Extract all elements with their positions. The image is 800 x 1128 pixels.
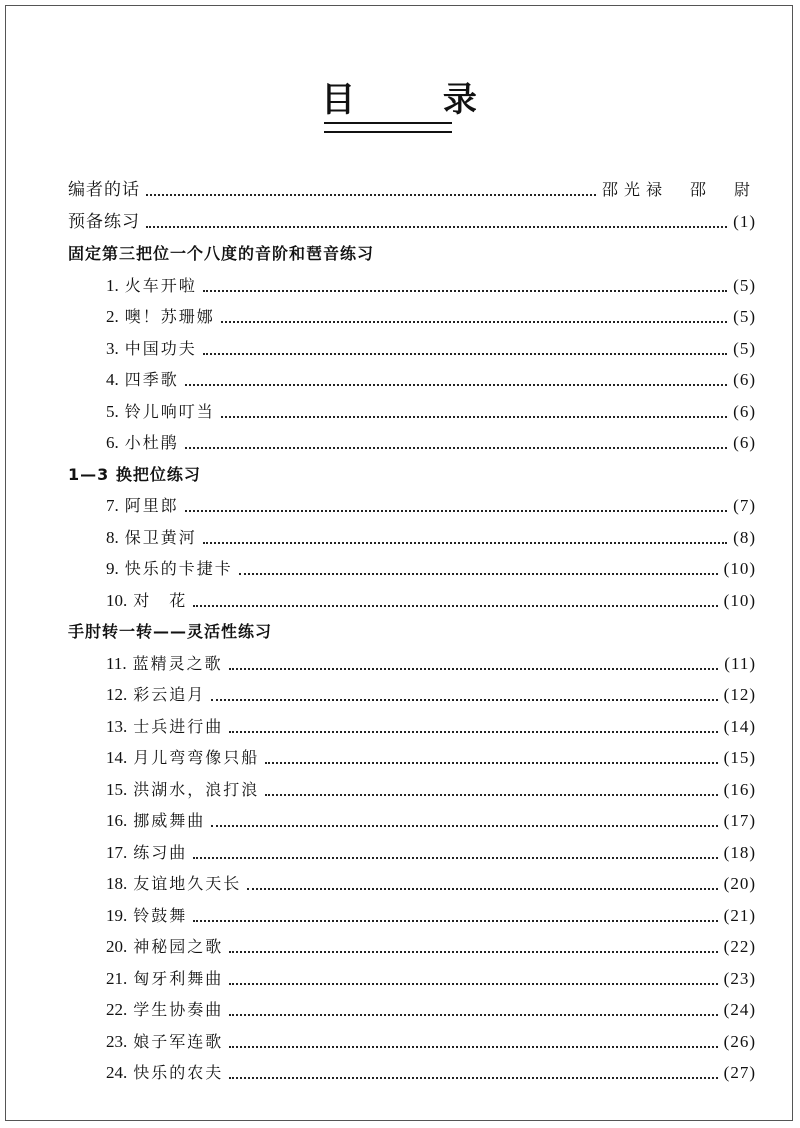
entry-number: 7. xyxy=(106,496,119,515)
entry-title: 月儿弯弯像只船 xyxy=(133,748,260,767)
entry-page-number: (21) xyxy=(723,905,756,925)
toc-row-preface[interactable] xyxy=(68,178,756,202)
page-title: 目 录 xyxy=(321,80,515,120)
toc-entry[interactable] xyxy=(106,652,756,676)
dot-leader xyxy=(221,320,727,323)
section-heading[interactable]: 1—3 换把位练习 xyxy=(68,464,201,484)
entry-title: 匈牙利舞曲 xyxy=(133,968,224,988)
entry-number: 15. xyxy=(106,779,128,799)
entry-page-number: (27) xyxy=(723,1063,756,1082)
dot-leader xyxy=(265,761,717,764)
entry-title: 铃儿响叮当 xyxy=(124,401,215,421)
entry-page-number: (12) xyxy=(723,685,756,704)
entry-title: 士兵进行曲 xyxy=(133,716,224,736)
entry-title: 挪威舞曲 xyxy=(133,811,206,830)
entry-page-number: (6) xyxy=(733,433,756,452)
dot-leader xyxy=(203,352,727,355)
entry-page-number: (14) xyxy=(723,716,756,736)
dot-leader xyxy=(229,982,717,985)
toc-entry[interactable] xyxy=(106,1030,756,1054)
entry-page-number: (24) xyxy=(723,1000,756,1019)
dot-leader xyxy=(185,446,727,449)
entry-number: 4. xyxy=(106,370,119,389)
toc-entry[interactable] xyxy=(106,841,756,865)
dot-leader xyxy=(229,950,717,953)
toc-entry[interactable] xyxy=(106,746,756,770)
entry-number: 1. xyxy=(106,275,119,295)
dot-leader xyxy=(193,856,717,859)
dot-leader xyxy=(211,824,717,827)
toc-author: 邵光禄 邵 尉 xyxy=(601,180,756,199)
dot-leader xyxy=(211,698,717,701)
entry-page-number: (17) xyxy=(723,811,756,830)
toc-entry[interactable] xyxy=(106,368,756,392)
dot-leader xyxy=(146,225,727,228)
entry-number: 12. xyxy=(106,685,128,704)
entry-title: 小杜鹃 xyxy=(124,433,179,452)
entry-title: 噢！苏珊娜 xyxy=(124,307,215,326)
entry-title: 保卫黄河 xyxy=(124,527,197,547)
entry-title: 洪湖水，浪打浪 xyxy=(133,779,260,799)
entry-page-number: (7) xyxy=(733,496,756,515)
dot-leader xyxy=(229,1045,717,1048)
entry-number: 6. xyxy=(106,433,119,452)
entry-title: 四季歌 xyxy=(124,370,179,389)
toc-entry[interactable] xyxy=(106,872,756,896)
toc-entry[interactable] xyxy=(106,274,756,298)
dot-leader xyxy=(229,1013,717,1016)
entry-number: 17. xyxy=(106,842,128,862)
section-heading[interactable]: 手肘转一转——灵活性练习 xyxy=(68,622,273,641)
entry-number: 8. xyxy=(106,527,119,547)
dot-leader xyxy=(193,919,717,922)
dot-leader xyxy=(193,604,717,607)
entry-title: 彩云追月 xyxy=(133,685,206,704)
toc-entry[interactable] xyxy=(106,337,756,361)
toc-entry[interactable] xyxy=(106,967,756,991)
entry-page-number: (15) xyxy=(723,748,756,767)
entry-number: 2. xyxy=(106,307,119,326)
entry-number: 19. xyxy=(106,905,128,925)
entry-page-number: (5) xyxy=(733,275,756,295)
toc-entry[interactable] xyxy=(106,494,756,518)
toc-entry[interactable] xyxy=(106,526,756,550)
entry-page-number: (18) xyxy=(723,842,756,862)
toc-entry[interactable] xyxy=(106,305,756,329)
entry-number: 14. xyxy=(106,748,128,767)
toc-title: 预备练习 xyxy=(68,212,140,232)
dot-leader xyxy=(185,509,727,512)
entry-number: 13. xyxy=(106,716,128,736)
dot-leader xyxy=(239,572,718,575)
entry-number: 23. xyxy=(106,1031,128,1051)
entry-title: 快乐的农夫 xyxy=(133,1063,224,1082)
dot-leader xyxy=(146,193,596,196)
entry-number: 3. xyxy=(106,338,119,358)
toc-entry[interactable] xyxy=(106,998,756,1022)
entry-number: 16. xyxy=(106,811,128,830)
dot-leader xyxy=(247,887,717,890)
toc-entry[interactable] xyxy=(106,557,756,581)
dot-leader xyxy=(265,793,717,796)
section-heading[interactable]: 固定第三把位一个八度的音阶和琶音练习 xyxy=(68,244,375,263)
entry-title: 对 花 xyxy=(133,590,188,610)
entry-title: 阿里郎 xyxy=(124,496,179,515)
entry-number: 9. xyxy=(106,559,119,578)
entry-title: 友谊地久天长 xyxy=(133,874,242,893)
dot-leader xyxy=(229,730,717,733)
entry-page-number: (22) xyxy=(723,937,756,956)
entry-page-number: (10) xyxy=(723,559,756,578)
dot-leader xyxy=(221,415,727,418)
dot-leader xyxy=(229,1076,717,1079)
entry-title: 蓝精灵之歌 xyxy=(132,653,223,673)
entry-title: 火车开啦 xyxy=(124,275,197,295)
entry-page-number: (6) xyxy=(733,401,756,421)
entry-number: 24. xyxy=(106,1063,128,1082)
toc-entry[interactable] xyxy=(106,935,756,959)
entry-number: 18. xyxy=(106,874,128,893)
dot-leader xyxy=(229,667,719,670)
entry-page-number: (10) xyxy=(723,590,756,610)
toc-entry[interactable] xyxy=(106,683,756,707)
dot-leader xyxy=(203,289,727,292)
toc-entry[interactable] xyxy=(106,715,756,739)
entry-page-number: (6) xyxy=(733,370,756,389)
toc-title: 编者的话 xyxy=(68,180,140,200)
entry-number: 11. xyxy=(106,653,127,673)
toc-entry[interactable] xyxy=(106,589,756,613)
entry-page-number: (8) xyxy=(733,527,756,547)
dot-leader xyxy=(185,383,727,386)
document-page xyxy=(5,5,793,1121)
entry-page-number: (23) xyxy=(723,968,756,988)
entry-page-number: (20) xyxy=(723,874,756,893)
entry-title: 娘子军连歌 xyxy=(133,1031,224,1051)
entry-page-number: (26) xyxy=(723,1031,756,1051)
entry-title: 中国功夫 xyxy=(124,338,197,358)
entry-title: 练习曲 xyxy=(133,842,188,862)
toc-entry[interactable] xyxy=(106,778,756,802)
toc-entry[interactable] xyxy=(106,1061,756,1085)
toc-entry[interactable] xyxy=(106,904,756,928)
toc-entry[interactable] xyxy=(106,431,756,455)
toc-page-number: (1) xyxy=(733,212,756,231)
entry-number: 22. xyxy=(106,1000,128,1019)
title-underline xyxy=(324,122,452,133)
entry-title: 铃鼓舞 xyxy=(133,905,188,925)
entry-number: 21. xyxy=(106,968,128,988)
toc-entry[interactable] xyxy=(106,809,756,833)
toc-entry[interactable] xyxy=(106,400,756,424)
entry-number: 10. xyxy=(106,590,128,610)
entry-page-number: (5) xyxy=(733,338,756,358)
toc-row-warmup[interactable] xyxy=(68,210,756,234)
entry-title: 神秘园之歌 xyxy=(133,937,224,956)
entry-number: 20. xyxy=(106,937,128,956)
dot-leader xyxy=(203,541,727,544)
entry-title: 学生协奏曲 xyxy=(133,1000,224,1019)
entry-number: 5. xyxy=(106,401,119,421)
entry-page-number: (5) xyxy=(733,307,756,326)
entry-page-number: (16) xyxy=(723,779,756,799)
entry-page-number: (11) xyxy=(724,653,756,673)
entry-title: 快乐的卡捷卡 xyxy=(124,559,233,578)
